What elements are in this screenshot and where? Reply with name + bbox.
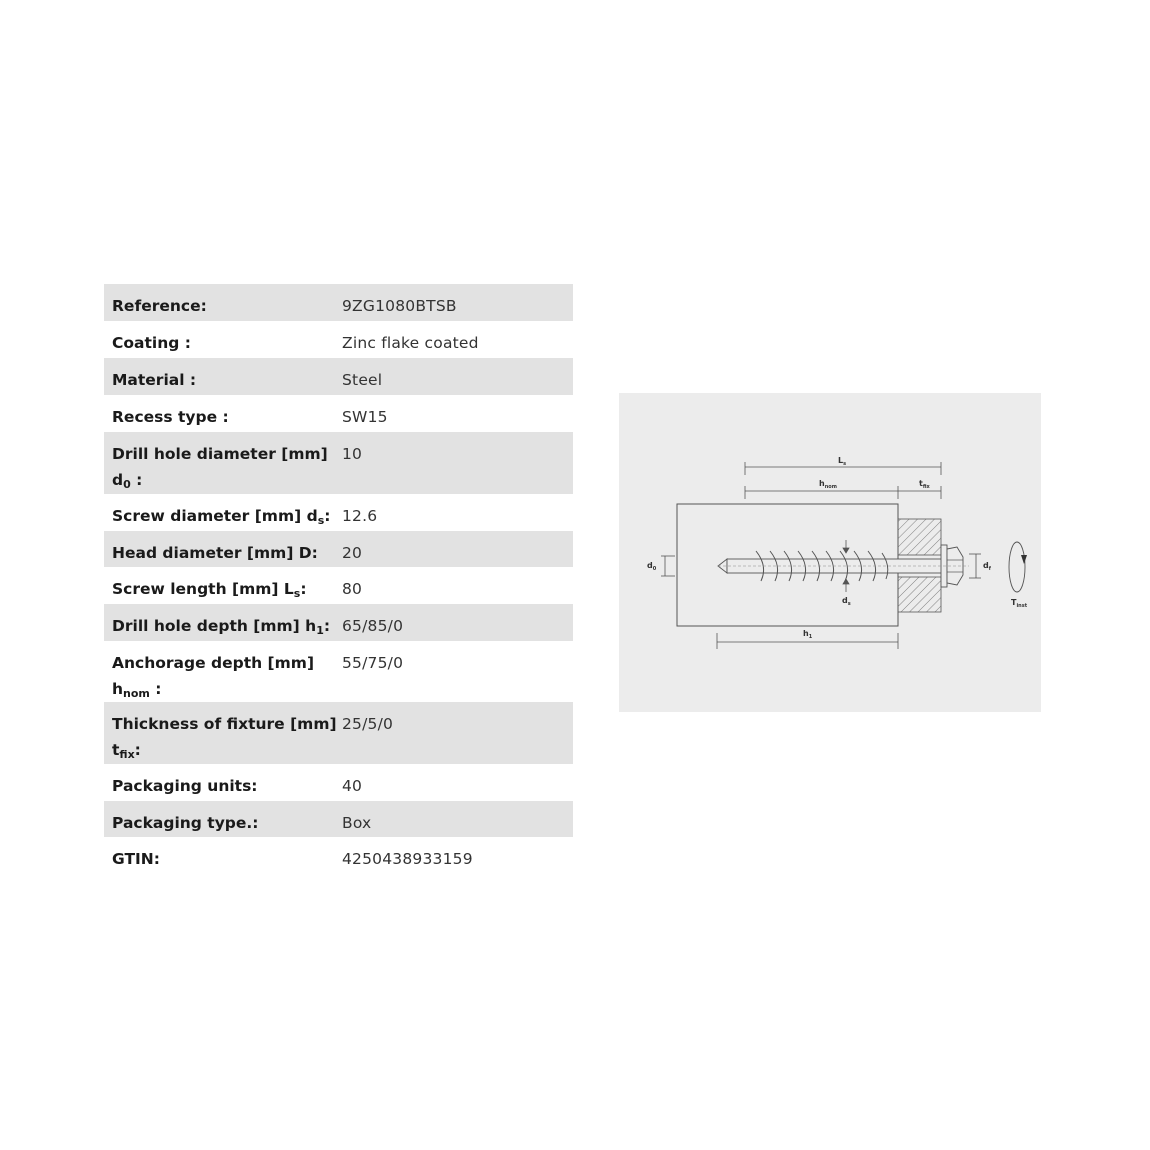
spec-label: Material : <box>112 371 197 389</box>
spec-row-recess-type <box>104 395 573 432</box>
spec-value: 55/75/0 <box>342 654 404 672</box>
spec-value: SW15 <box>342 408 388 426</box>
spec-row-drill-hole-depth <box>104 604 573 641</box>
label-ls: $L_s$ <box>838 456 847 467</box>
spec-row-reference <box>104 284 573 321</box>
spec-label: Packaging units: <box>112 777 258 795</box>
label-ds: $d_s$ <box>842 596 851 607</box>
spec-row-thickness-of-fixture <box>104 702 573 764</box>
spec-row-head-diameter <box>104 531 573 567</box>
spec-value: Steel <box>342 371 383 389</box>
spec-value: Zinc flake coated <box>342 334 479 352</box>
spec-value: 65/85/0 <box>342 617 404 635</box>
spec-label: Packaging type.: <box>112 814 259 832</box>
spec-value: 9ZG1080BTSB <box>342 297 457 315</box>
spec-label: Screw length [mm] $L_s$: <box>112 580 307 600</box>
torque-indicator <box>1009 542 1027 592</box>
fixture-upper <box>898 519 941 555</box>
spec-label: GTIN: <box>112 850 160 868</box>
spec-value: 80 <box>342 580 363 598</box>
spec-row-packaging-units <box>104 764 573 801</box>
spec-row-coating <box>104 321 573 358</box>
spec-row-anchorage-depth <box>104 641 573 702</box>
spec-row-screw-length <box>104 567 573 604</box>
spec-value: 20 <box>342 544 363 562</box>
label-hnom: $h_{nom}$ <box>819 479 837 490</box>
spec-row-gtin <box>104 837 573 874</box>
label-h1: $h_1$ <box>803 629 813 640</box>
dimension-df <box>969 554 981 578</box>
spec-value: 10 <box>342 445 363 463</box>
spec-label: Screw diameter [mm] $d_s$: <box>112 507 331 527</box>
spec-label: Head diameter [mm] D: <box>112 544 318 562</box>
technical-drawing <box>619 393 1041 712</box>
spec-row-material <box>104 358 573 395</box>
spec-label: Anchorage depth [mm] $h_{nom}$ : <box>112 654 315 700</box>
spec-row-screw-diameter <box>104 494 573 531</box>
dimension-d0 <box>661 556 675 576</box>
spec-label: Reference: <box>112 297 207 315</box>
fixture-lower <box>898 577 941 612</box>
spec-label: Coating : <box>112 334 191 352</box>
spec-label: Recess type : <box>112 408 229 426</box>
label-tfix: $t_{fix}$ <box>919 479 930 490</box>
spec-value: Box <box>342 814 372 832</box>
spec-label: Thickness of fixture [mm] $t_{fix}$: <box>112 715 337 761</box>
spec-label: Drill hole diameter [mm] $d_0$ : <box>112 445 328 491</box>
spec-value: 25/5/0 <box>342 715 394 733</box>
spec-table <box>104 284 573 874</box>
spec-label: Drill hole depth [mm] $h_1$: <box>112 617 331 637</box>
spec-value: 4250438933159 <box>342 850 473 868</box>
spec-row-drill-hole-diameter <box>104 432 573 494</box>
spec-row-packaging-type <box>104 801 573 837</box>
spec-value: 40 <box>342 777 363 795</box>
label-df: $d_f$ <box>983 561 991 572</box>
label-tinst: $T_{inst}$ <box>1011 598 1028 609</box>
label-d0: $d_0$ <box>647 561 657 572</box>
spec-value: 12.6 <box>342 507 378 525</box>
dimension-hnom-tfix <box>745 486 941 499</box>
technical-drawing-panel <box>619 393 1041 712</box>
